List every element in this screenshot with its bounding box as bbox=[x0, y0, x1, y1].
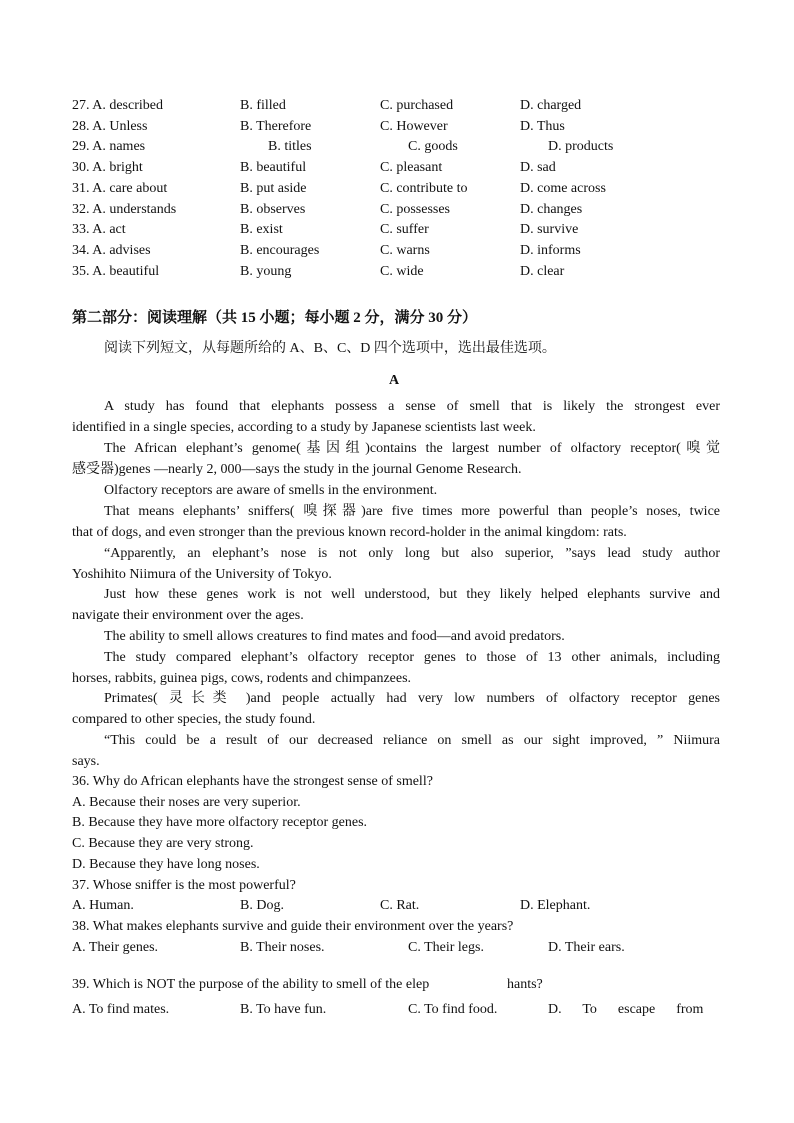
option-c: C. To find food. bbox=[408, 1002, 498, 1017]
paragraph-line: A study has found that elephants possess a sense of smell that is likely the strongest ever bbox=[104, 399, 720, 414]
paragraph bbox=[72, 397, 720, 439]
paragraph-line: that of dogs, and even stronger than the previous known record-holder in the animal kingdom: rats. bbox=[72, 524, 627, 540]
option-d: D. To escape from bbox=[548, 1002, 704, 1017]
paragraph bbox=[72, 689, 720, 731]
option-a: 33. A. act bbox=[72, 222, 126, 237]
paragraph bbox=[72, 731, 720, 773]
option-a: 28. A. Unless bbox=[72, 118, 148, 134]
paragraph-line: Just how these genes work is not well understood, but they likely helped elephants survive and bbox=[104, 587, 720, 602]
option-c: C. purchased bbox=[380, 98, 454, 113]
option-a: A. To find mates. bbox=[72, 1002, 170, 1017]
paragraph-line: That means elephants’ sniffers( 嗅探器)are five times more powerful than people’s noses, twice bbox=[104, 504, 720, 519]
paragraph bbox=[72, 648, 720, 690]
paragraph-line: compared to other species, the study found. bbox=[72, 711, 316, 727]
paragraph-line: 感受器)genes —nearly 2, 000—says the study in the journal Genome Research. bbox=[72, 461, 522, 477]
paragraph-line: Primates( 灵长类 )and people actually had very low numbers of olfactory receptor genes bbox=[104, 691, 720, 706]
option-a: A. Because their noses are very superior. bbox=[72, 795, 301, 810]
paragraph bbox=[72, 585, 720, 627]
option-a: 31. A. care about bbox=[72, 181, 168, 196]
option-b: B. Dog. bbox=[240, 898, 284, 913]
question-stem: 39. Which is NOT the purpose of the ability to smell of the elep bbox=[72, 977, 430, 992]
option-a: 32. A. understands bbox=[72, 202, 177, 217]
paragraph-line: says. bbox=[72, 753, 100, 769]
paragraph bbox=[72, 502, 720, 544]
option-c: C. pleasant bbox=[380, 160, 443, 175]
option-a: A. Human. bbox=[72, 898, 134, 913]
option-c: C. warns bbox=[380, 243, 430, 258]
option-b: B. Their noses. bbox=[240, 940, 325, 955]
option-b: B. observes bbox=[240, 202, 306, 217]
option-a: 34. A. advises bbox=[72, 243, 151, 258]
question-stem-tail: hants? bbox=[507, 977, 543, 992]
option-d: D. Because they have long noses. bbox=[72, 857, 260, 872]
paragraph-line: The study compared elephant’s olfactory receptor genes to those of 13 other animals, including bbox=[104, 650, 720, 665]
option-d: D. changes bbox=[520, 202, 583, 217]
passage-label: A bbox=[389, 373, 400, 388]
option-d: D. Their ears. bbox=[548, 940, 625, 955]
option-d: D. come across bbox=[520, 181, 606, 196]
paragraph-line: Yoshihito Niimura of the University of Tokyo. bbox=[72, 566, 332, 582]
option-b: B. filled bbox=[240, 98, 286, 113]
option-c: C. Because they are very strong. bbox=[72, 836, 254, 851]
option-d: D. clear bbox=[520, 264, 565, 279]
option-b: B. Because they have more olfactory receptor genes. bbox=[72, 815, 368, 830]
option-d: D. products bbox=[548, 139, 614, 154]
paragraph bbox=[72, 627, 720, 648]
paragraph-line: horses, rabbits, guinea pigs, cows, rodents and chimpanzees. bbox=[72, 670, 412, 686]
option-a: A. Their genes. bbox=[72, 940, 159, 955]
option-d: D. charged bbox=[520, 98, 582, 113]
paragraph-line: “This could be a result of our decreased reliance on smell as our sight improved, ” Niimura bbox=[104, 733, 720, 748]
paragraph-line: Olfactory receptors are aware of smells in the environment. bbox=[104, 483, 438, 498]
option-d: D. informs bbox=[520, 243, 581, 258]
question-stem: 37. Whose sniffer is the most powerful? bbox=[72, 878, 296, 893]
paragraph-line: identified in a single species, according to a study by Japanese scientists last week. bbox=[72, 419, 536, 435]
option-a: 35. A. beautiful bbox=[72, 264, 160, 279]
paragraph bbox=[72, 439, 720, 481]
option-b: B. encourages bbox=[240, 243, 320, 258]
option-b: B. beautiful bbox=[240, 160, 307, 175]
option-b: B. titles bbox=[268, 139, 312, 154]
option-c: C. wide bbox=[380, 264, 424, 279]
option-c: C. suffer bbox=[380, 222, 429, 237]
paragraph-line: The ability to smell allows creatures to find mates and food—and avoid predators. bbox=[104, 629, 565, 644]
option-a: 30. A. bright bbox=[72, 160, 143, 175]
instruction: 阅读下列短文，从每题所给的 A、B、C、D 四个选项中，选出最佳选项。 bbox=[104, 341, 556, 356]
option-c: C. However bbox=[380, 118, 448, 134]
section-title: 第二部分：阅读理解（共 15 小题；每小题 2 分，满分 30 分） bbox=[72, 310, 478, 326]
paragraph-line: navigate their environment over the ages. bbox=[72, 607, 304, 623]
paragraph-line: “Apparently, an elephant’s nose is not only long but also superior, ”says lead study author bbox=[104, 546, 720, 561]
option-d: D. Thus bbox=[520, 118, 565, 134]
option-d: D. sad bbox=[520, 160, 556, 175]
option-c: C. goods bbox=[408, 139, 458, 154]
option-a: 29. A. names bbox=[72, 139, 146, 154]
option-b: B. Therefore bbox=[240, 118, 312, 134]
option-b: B. exist bbox=[240, 222, 283, 237]
option-c: C. contribute to bbox=[380, 181, 468, 196]
option-c: C. Rat. bbox=[380, 898, 420, 913]
option-d: D. survive bbox=[520, 222, 579, 237]
option-a: 27. A. described bbox=[72, 98, 163, 113]
paragraph-line: The African elephant’s genome(基因组)contains the largest number of olfactory receptor(嗅觉 bbox=[104, 441, 720, 456]
option-b: B. To have fun. bbox=[240, 1002, 327, 1017]
question-stem: 38. What makes elephants survive and guide their environment over the years? bbox=[72, 919, 514, 934]
option-d: D. Elephant. bbox=[520, 898, 591, 913]
paragraph bbox=[72, 481, 720, 502]
option-b: B. young bbox=[240, 264, 292, 279]
option-b: B. put aside bbox=[240, 181, 307, 196]
paragraph bbox=[72, 544, 720, 586]
option-c: C. possesses bbox=[380, 202, 451, 217]
option-c: C. Their legs. bbox=[408, 940, 484, 955]
question-stem: 36. Why do African elephants have the strongest sense of smell? bbox=[72, 774, 433, 789]
